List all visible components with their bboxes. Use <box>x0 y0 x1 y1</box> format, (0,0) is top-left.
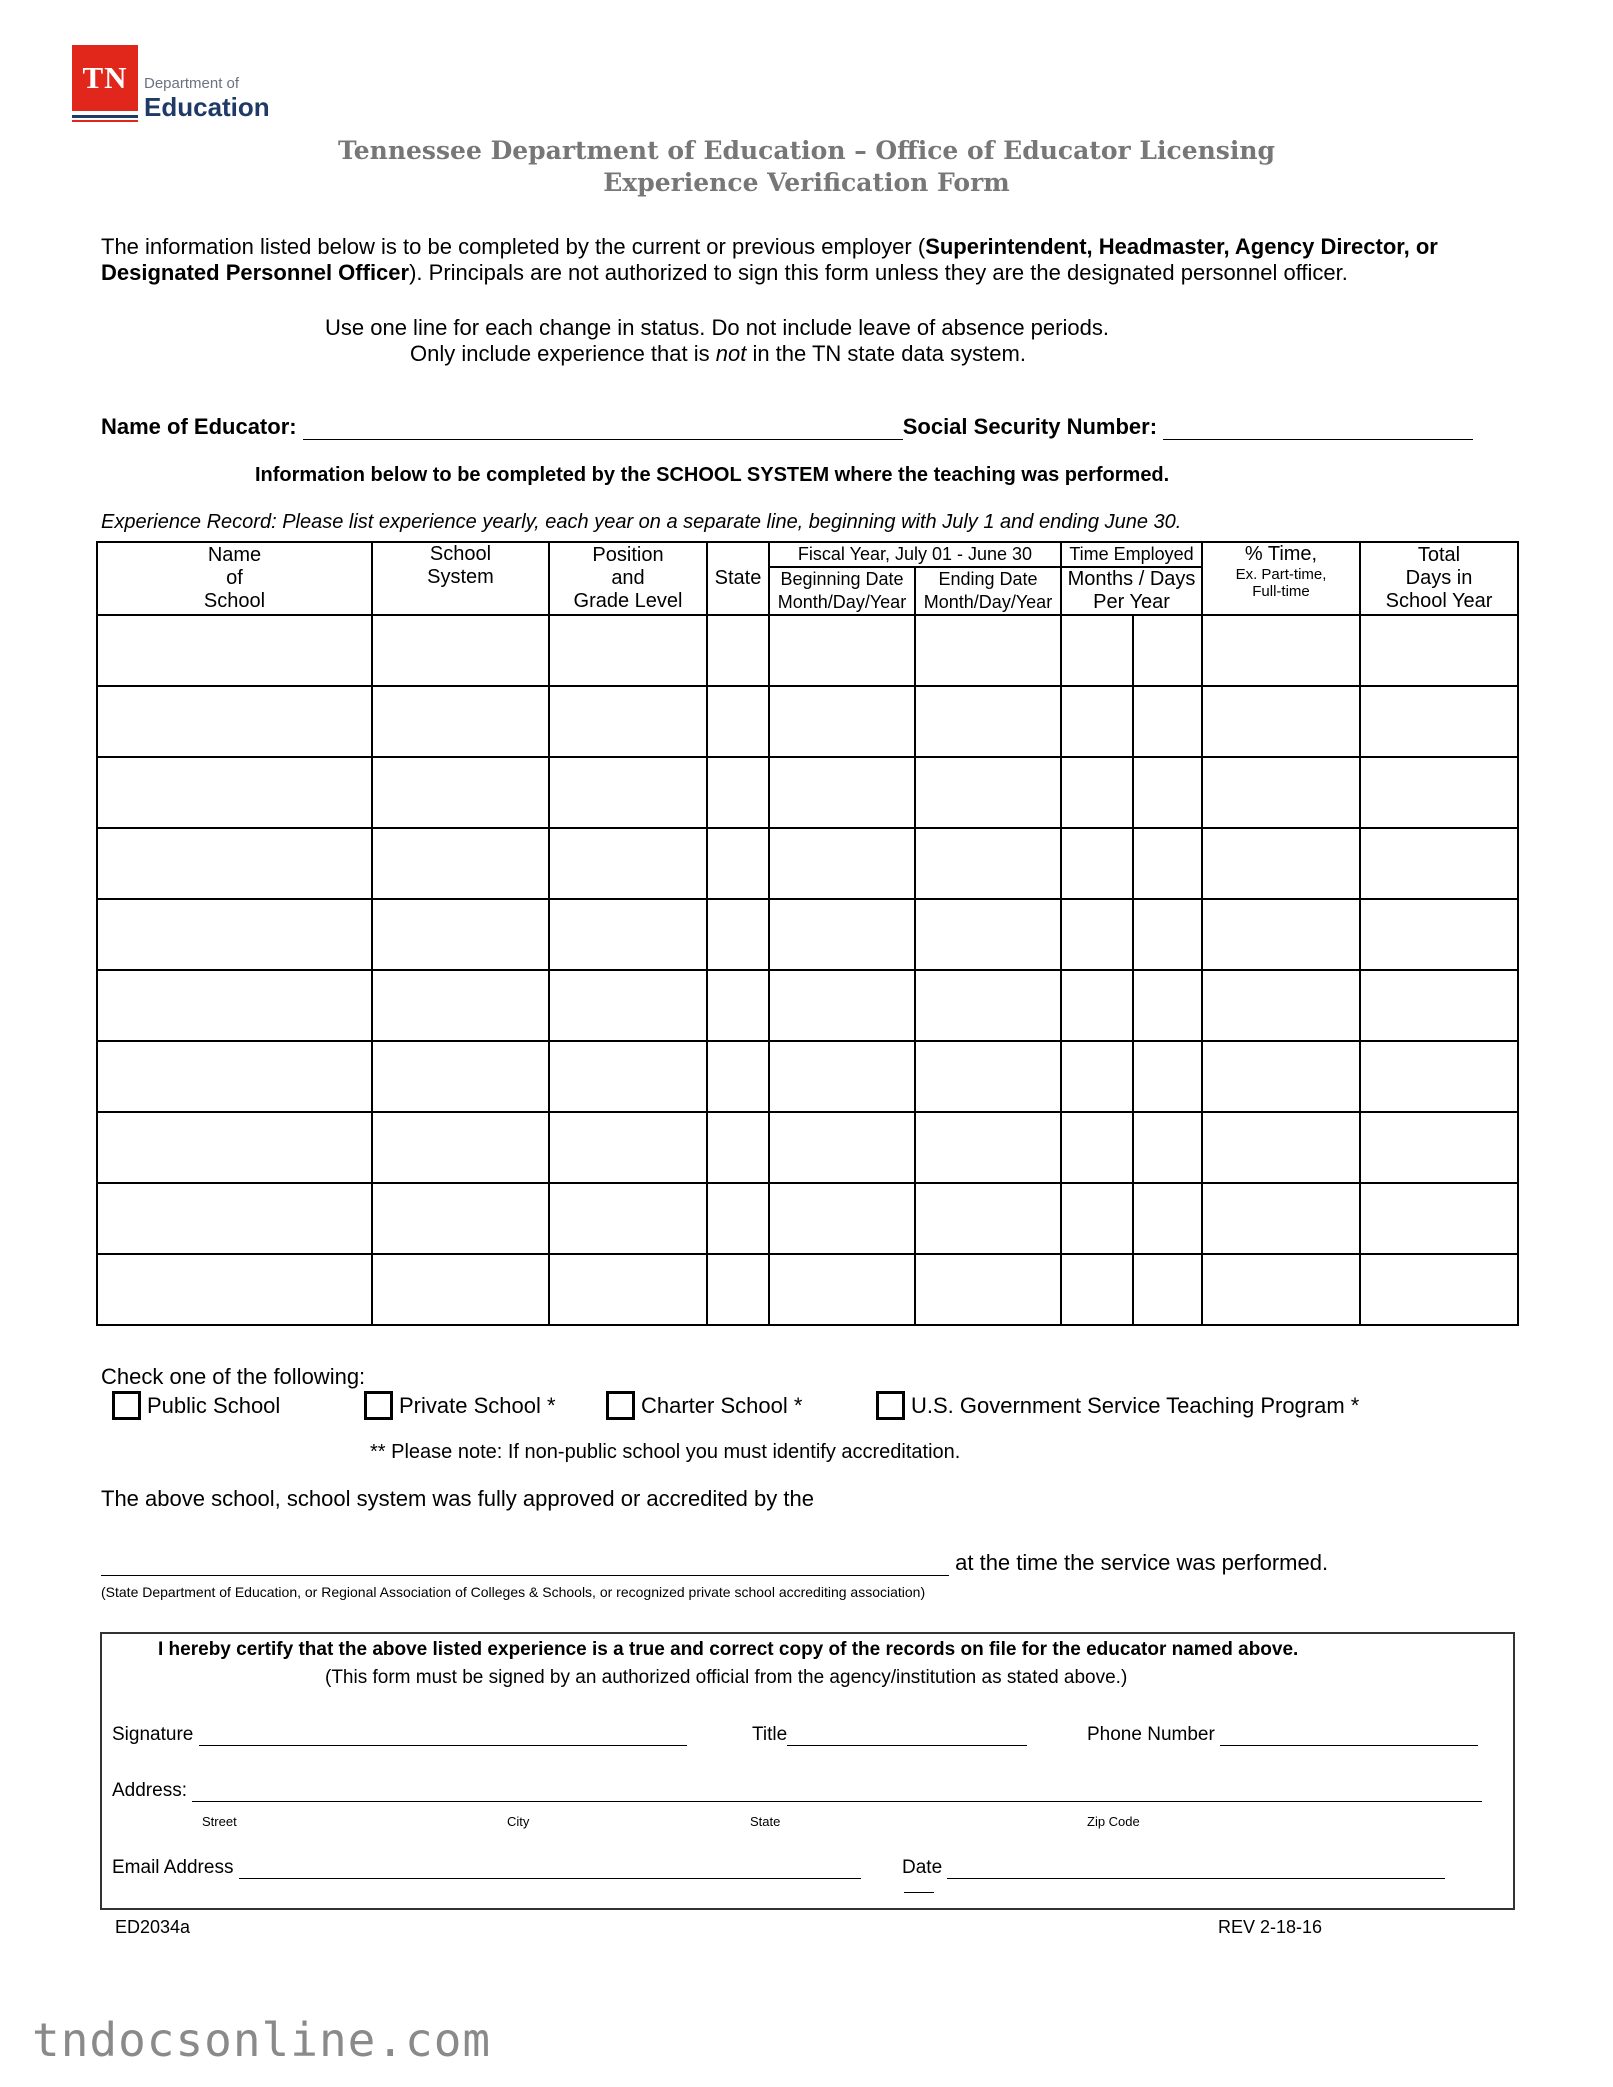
accrediting-body-field[interactable] <box>101 1555 949 1576</box>
school-system-cell[interactable] <box>372 1254 549 1325</box>
signature-row <box>112 1724 687 1746</box>
logo-dept-text: Department of <box>144 75 240 92</box>
school-system-cell[interactable] <box>372 1041 549 1112</box>
beginning-date-cell[interactable] <box>769 828 915 899</box>
col-header-school-system: School System <box>372 542 549 615</box>
total-days-cell[interactable] <box>1360 757 1518 828</box>
position-cell[interactable] <box>549 899 707 970</box>
ssn-field[interactable] <box>1163 419 1473 440</box>
state-cell[interactable] <box>707 828 769 899</box>
position-cell[interactable] <box>549 1112 707 1183</box>
phone-field[interactable] <box>1220 1725 1478 1746</box>
percent-time-cell[interactable] <box>1202 1041 1360 1112</box>
school-name-cell[interactable] <box>97 1041 372 1112</box>
date-overflow-line <box>904 1892 934 1893</box>
phone-row <box>1087 1724 1478 1746</box>
school-name-cell[interactable] <box>97 1254 372 1325</box>
school-system-cell[interactable] <box>372 1183 549 1254</box>
state-cell[interactable] <box>707 757 769 828</box>
percent-time-cell[interactable] <box>1202 686 1360 757</box>
state-cell[interactable] <box>707 1254 769 1325</box>
state-caption: State <box>750 1814 781 1829</box>
months-cell[interactable] <box>1061 828 1133 899</box>
school-name-cell[interactable] <box>97 828 372 899</box>
days-cell[interactable] <box>1133 1112 1202 1183</box>
title-field[interactable] <box>787 1725 1027 1746</box>
ending-date-cell[interactable] <box>915 686 1061 757</box>
state-cell[interactable] <box>707 970 769 1041</box>
title-row <box>752 1724 1027 1746</box>
note-text: Only include experience that is <box>410 341 716 366</box>
school-type-options <box>112 1391 1412 1423</box>
col-header-position: Position and Grade Level <box>549 542 707 615</box>
ending-date-cell[interactable] <box>915 1112 1061 1183</box>
address-row <box>112 1780 1482 1802</box>
total-days-cell[interactable] <box>1360 828 1518 899</box>
status-note: Use one line for each change in status. Do not include leave of absence periods. <box>325 315 1109 340</box>
tn-logo-mark: TN <box>72 45 138 111</box>
us-gov-teaching-checkbox[interactable]: U.S. Government Service Teaching Program * <box>876 1391 1359 1420</box>
experience-record-text: : Please list experience yearly, each year on a separate line, beginning with July 1 and ending June 30. <box>271 511 1182 533</box>
table-row <box>97 1254 1518 1325</box>
months-cell[interactable] <box>1061 615 1133 686</box>
check-one-label: Check one of the following: <box>101 1364 366 1389</box>
logo-org-text: Education <box>144 92 270 122</box>
date-field[interactable] <box>947 1858 1445 1879</box>
form-title: Tennessee Department of Education – Office of Educator Licensing <box>338 136 1275 165</box>
position-cell[interactable] <box>549 615 707 686</box>
table-row <box>97 970 1518 1041</box>
ending-date-cell[interactable] <box>915 899 1061 970</box>
total-days-cell[interactable] <box>1360 970 1518 1041</box>
percent-time-cell[interactable] <box>1202 1254 1360 1325</box>
charter-school-checkbox[interactable]: Charter School * <box>606 1391 802 1420</box>
ending-date-cell[interactable] <box>915 757 1061 828</box>
title-label: Title <box>752 1724 788 1745</box>
educator-name-field[interactable] <box>303 419 903 440</box>
school-system-cell[interactable] <box>372 615 549 686</box>
months-cell[interactable] <box>1061 970 1133 1041</box>
email-label: Email Address <box>112 1857 234 1878</box>
position-cell[interactable] <box>549 686 707 757</box>
date-label: Date <box>902 1857 943 1878</box>
table-row <box>97 1041 1518 1112</box>
total-days-cell[interactable] <box>1360 1112 1518 1183</box>
data-system-note <box>410 341 1026 367</box>
intro-text: The information listed below is to be completed by the current or previous employer ( <box>101 234 926 259</box>
beginning-date-cell[interactable] <box>769 899 915 970</box>
col-header-months-days: Months / Days Per Year <box>1061 567 1202 615</box>
position-cell[interactable] <box>549 1041 707 1112</box>
total-days-cell[interactable] <box>1360 686 1518 757</box>
months-cell[interactable] <box>1061 1254 1133 1325</box>
experience-record-label: Experience Record <box>101 511 272 533</box>
signature-label: Signature <box>112 1724 194 1745</box>
table-row <box>97 686 1518 757</box>
ending-date-cell[interactable] <box>915 828 1061 899</box>
position-cell[interactable] <box>549 1254 707 1325</box>
total-days-cell[interactable] <box>1360 1041 1518 1112</box>
total-days-cell[interactable] <box>1360 899 1518 970</box>
state-cell[interactable] <box>707 686 769 757</box>
months-cell[interactable] <box>1061 899 1133 970</box>
note-text: in the TN state data system. <box>746 341 1026 366</box>
logo-bar <box>72 120 138 122</box>
school-system-cell[interactable] <box>372 899 549 970</box>
public-school-checkbox[interactable]: Public School <box>112 1391 280 1420</box>
school-system-cell[interactable] <box>372 970 549 1041</box>
beginning-date-cell[interactable] <box>769 686 915 757</box>
table-row <box>97 757 1518 828</box>
col-header-time-employed: Time Employed <box>1061 542 1202 567</box>
state-cell[interactable] <box>707 1112 769 1183</box>
school-system-cell[interactable] <box>372 828 549 899</box>
intro-bold: Designated Personnel Officer <box>101 260 410 285</box>
days-cell[interactable] <box>1133 686 1202 757</box>
educator-line <box>101 414 1473 440</box>
total-days-cell[interactable] <box>1360 615 1518 686</box>
street-caption: Street <box>202 1814 237 1829</box>
col-header-beginning-date: Beginning Date Month/Day/Year <box>769 567 915 615</box>
percent-time-cell[interactable] <box>1202 899 1360 970</box>
certification-box <box>100 1632 1515 1910</box>
private-school-checkbox[interactable]: Private School * <box>364 1391 556 1420</box>
address-label: Address: <box>112 1780 187 1801</box>
experience-record-instructions <box>101 511 1181 534</box>
percent-time-cell[interactable] <box>1202 1183 1360 1254</box>
non-public-note: ** Please note: If non-public school you must identify accreditation. <box>370 1441 961 1463</box>
site-watermark: tndocsonline.com <box>32 2013 492 2067</box>
intro-paragraph <box>101 234 1521 286</box>
table-row <box>97 1112 1518 1183</box>
beginning-date-cell[interactable] <box>769 615 915 686</box>
school-system-cell[interactable] <box>372 757 549 828</box>
ending-date-cell[interactable] <box>915 970 1061 1041</box>
days-cell[interactable] <box>1133 970 1202 1041</box>
months-cell[interactable] <box>1061 1041 1133 1112</box>
school-name-cell[interactable] <box>97 757 372 828</box>
beginning-date-cell[interactable] <box>769 757 915 828</box>
state-cell[interactable] <box>707 1183 769 1254</box>
beginning-date-cell[interactable] <box>769 970 915 1041</box>
ending-date-cell[interactable] <box>915 1254 1061 1325</box>
form-id: ED2034a <box>115 1917 191 1937</box>
days-cell[interactable] <box>1133 615 1202 686</box>
months-cell[interactable] <box>1061 686 1133 757</box>
revision: REV 2-18-16 <box>1218 1917 1323 1937</box>
beginning-date-cell[interactable] <box>769 1112 915 1183</box>
accreditation-line1: The above school, school system was fully approved or accredited by the <box>101 1486 814 1511</box>
days-cell[interactable] <box>1133 1183 1202 1254</box>
phone-label: Phone Number <box>1087 1724 1215 1745</box>
beginning-date-cell[interactable] <box>769 1183 915 1254</box>
table-row <box>97 828 1518 899</box>
beginning-date-cell[interactable] <box>769 1041 915 1112</box>
total-days-cell[interactable] <box>1360 1183 1518 1254</box>
school-name-cell[interactable] <box>97 1112 372 1183</box>
school-name-cell[interactable] <box>97 615 372 686</box>
days-cell[interactable] <box>1133 899 1202 970</box>
beginning-date-cell[interactable] <box>769 1254 915 1325</box>
months-cell[interactable] <box>1061 1183 1133 1254</box>
days-cell[interactable] <box>1133 1041 1202 1112</box>
educator-name-label: Name of Educator: <box>101 414 297 439</box>
days-cell[interactable] <box>1133 757 1202 828</box>
school-name-cell[interactable] <box>97 899 372 970</box>
accreditation-line2-text: at the time the service was performed. <box>955 1550 1329 1575</box>
total-days-cell[interactable] <box>1360 1254 1518 1325</box>
accreditation-caption: (State Department of Education, or Regional Association of Colleges & Schools, or recognized private school accrediting association) <box>101 1584 926 1600</box>
school-system-cell[interactable] <box>372 686 549 757</box>
table-row <box>97 615 1518 686</box>
ssn-label: Social Security Number: <box>902 414 1158 439</box>
signature-field[interactable] <box>199 1725 687 1746</box>
col-header-percent-time: % Time, Ex. Part-time, Full-time <box>1202 542 1360 615</box>
percent-time-cell[interactable] <box>1202 615 1360 686</box>
ending-date-cell[interactable] <box>915 1183 1061 1254</box>
logo-bar <box>72 115 138 118</box>
certify-statement: I hereby certify that the above listed experience is a true and correct copy of the records on file for the educator named above. <box>158 1639 1299 1660</box>
state-cell[interactable] <box>707 1041 769 1112</box>
certify-subnote: (This form must be signed by an authorized official from the agency/institution as stated above.) <box>325 1667 1128 1688</box>
col-header-state: State <box>707 542 769 615</box>
months-cell[interactable] <box>1061 757 1133 828</box>
school-system-cell[interactable] <box>372 1112 549 1183</box>
col-header-total-days: Total Days in School Year <box>1360 542 1518 615</box>
school-name-cell[interactable] <box>97 686 372 757</box>
col-header-ending-date: Ending Date Month/Day/Year <box>915 567 1061 615</box>
tn-education-logo <box>72 45 270 123</box>
email-field[interactable] <box>239 1858 861 1879</box>
school-name-cell[interactable] <box>97 1183 372 1254</box>
ending-date-cell[interactable] <box>915 1041 1061 1112</box>
table-row <box>97 1183 1518 1254</box>
city-caption: City <box>507 1814 530 1829</box>
position-cell[interactable] <box>549 970 707 1041</box>
zip-caption: Zip Code <box>1087 1814 1140 1829</box>
table-row <box>97 899 1518 970</box>
date-row <box>902 1857 1445 1879</box>
percent-time-cell[interactable] <box>1202 970 1360 1041</box>
intro-bold: Superintendent, Headmaster, Agency Director, or <box>925 234 1438 259</box>
position-cell[interactable] <box>549 828 707 899</box>
intro-text: ). Principals are not authorized to sign this form unless they are the designated personnel officer. <box>409 260 1348 285</box>
note-emphasis: not <box>715 341 747 366</box>
state-cell[interactable] <box>707 615 769 686</box>
percent-time-cell[interactable] <box>1202 757 1360 828</box>
accreditation-line2 <box>101 1550 1328 1576</box>
position-cell[interactable] <box>549 757 707 828</box>
address-field[interactable] <box>192 1781 1482 1802</box>
percent-time-cell[interactable] <box>1202 1112 1360 1183</box>
days-cell[interactable] <box>1133 828 1202 899</box>
days-cell[interactable] <box>1133 1254 1202 1325</box>
email-row <box>112 1857 861 1879</box>
school-name-cell[interactable] <box>97 970 372 1041</box>
experience-table <box>96 541 1519 1326</box>
months-cell[interactable] <box>1061 1112 1133 1183</box>
ending-date-cell[interactable] <box>915 615 1061 686</box>
col-header-fiscal-year: Fiscal Year, July 01 - June 30 <box>769 542 1061 567</box>
position-cell[interactable] <box>549 1183 707 1254</box>
state-cell[interactable] <box>707 899 769 970</box>
col-header-name-of-school: Name of School <box>97 542 372 615</box>
school-system-note: Information below to be completed by the SCHOOL SYSTEM where the teaching was performed. <box>255 464 1170 486</box>
percent-time-cell[interactable] <box>1202 828 1360 899</box>
form-subtitle: Experience Verification Form <box>603 168 1010 197</box>
